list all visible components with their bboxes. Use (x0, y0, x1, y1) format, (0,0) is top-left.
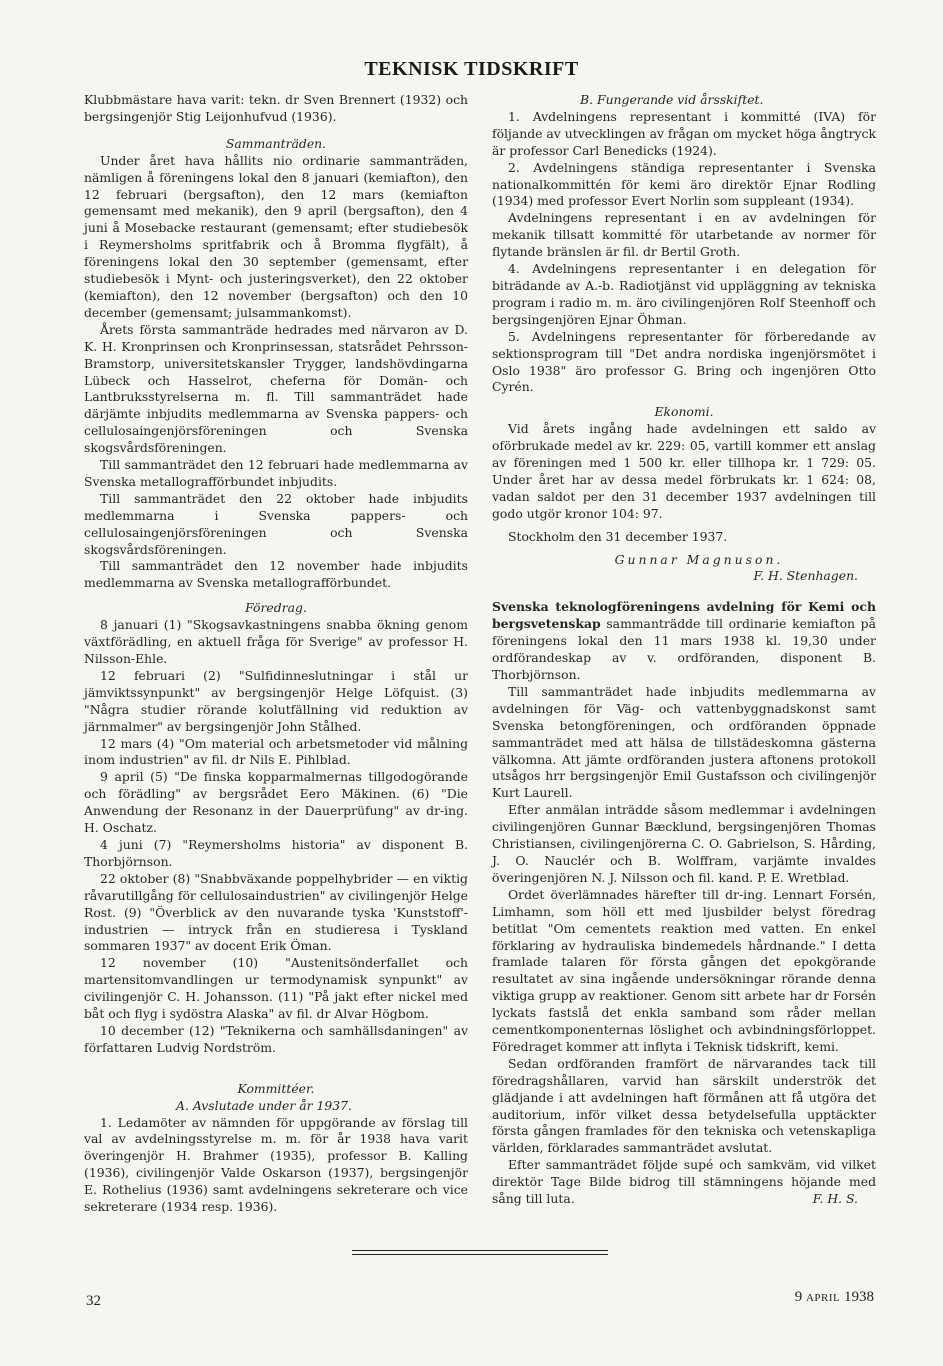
paragraph-text: Efter sammanträdet följde supé och samkväm, vid vilket direktör Tage Bilde bidrog till stämningens höjande med sång till luta. (492, 1157, 876, 1207)
paragraph: Årets första sammanträde hedrades med närvaron av D. K. H. Kronprinsen och Kronprinsessan, statsrådet Pehrsson-Bramstorp, universitetskansler Trygger, landshövdingarna Lübeck och Hasselrot, cheferna för Domän- och Lantbruksstyrelserna m. fl. Till sammanträdet hade därjämte inbjudits medlemmarna av Svenska pappers- och cellulosaingenjörsföreningen och Svenska skogsvårdsföreningen. (84, 321, 468, 456)
foredrag-heading: Föredrag. (245, 600, 307, 616)
masthead: TEKNISK TIDSKRIFT (364, 58, 579, 80)
paragraph: 1. Ledamöter av nämnden för uppgörande av förslag till val av avdelningsstyrelse m. m. för år 1938 hava varit överingenjör H. Brahmer (1935), professor B. Kalling (1936), civilingenjör Valde Oskarson (1937), bergsingenjör E. Rothelius (1936) samt avdelningens sekreterare och vice sekreterare (1934 resp. 1936). (84, 1114, 468, 1215)
sammantraden-heading: Sammanträden. (225, 135, 327, 151)
paragraph: 12 mars (4) "Om material och arbetsmetoder vid målning inom industrien" av fil. dr Nils E. Pihlblad. (84, 735, 468, 768)
paragraph: 4. Avdelningens representanter i en delegation för biträdande av A.-b. Radiotjänst vid uppläggning av tekniska program i radio m. m. äro civilingenjören Rolf Steenhoff och bergsingenjören Ejnar Öhman. (492, 261, 876, 327)
paragraph: 1. Avdelningens representant i kommitté (IVA) för följande av utvecklingen av frågan om mycket höga ångtryck är professor Carl Benedicks (1924). (492, 108, 876, 158)
paragraph (492, 1157, 876, 1208)
signature: F. H. Stenhagen. (753, 568, 858, 584)
report-intro-text: sammanträdde till ordinarie kemiafton på föreningens lokal den 11 mars 1938 kl. 19,30 under ordförandeskap av v. ordföranden, disponent B. Thorbjörnson. (492, 616, 876, 682)
issue-month: APRIL (805, 1292, 841, 1304)
paragraph: Vid årets ingång hade avdelningen ett saldo av oförbrukade medel av kr. 229: 05, vartill kommer ett anslag av föreningen med 1 500 kr. eller tillhopa kr. 1 729: 05. Under året har av dessa medel förbrukats kr. 1 624: 08, vadan saldot per den 31 december 1937 avdelningen till godo utgör kronor 104: 97. (492, 421, 876, 521)
paragraph: Efter anmälan inträdde såsom medlemmar i avdelningen civilingenjören Gunnar Bæcklund, bergsingenjören Thomas Christiansen, civilingenjörerna C. O. Gabrielson, S. Hårding, J. O. Nauclér och B. Wolffram, varjämte invaldes överingenjören N. J. Nilsson och fil. kand. P. E. Wretblad. (492, 802, 876, 885)
paragraph: 10 december (12) "Teknikerna och samhällsdaningen" av författaren Ludvig Nordström. (84, 1022, 468, 1055)
issue-year: 1938 (844, 1289, 874, 1305)
report-signature: F. H. S. (812, 1191, 858, 1207)
right-column (492, 92, 876, 1208)
paragraph: Avdelningens representant i en av avdelningen för mekanik tillsatt kommitté för utarbetande av normer för flytande bränslen är fil. dr Bertil Groth. (492, 210, 876, 260)
paragraph: Till sammanträdet hade inbjudits medlemmarna av avdelningen för Väg- och vattenbyggnadskonst samt Svenska betongföreningen, och ordföranden öppnade sammanträdet med att hälsa de tillstädeskomna gästerna välkomna. Att jämte ordföranden justera aftonens protokoll utsågos hrr bergsingenjör Emil Gustafsson och civilingenjör Kurt Laurell. (492, 683, 876, 801)
kommitteer-heading: Kommittéer. (237, 1080, 315, 1096)
paragraph: Sedan ordföranden framfört de närvarandes tack till föredragshållaren, varvid han särskilt underströk det glädjande i att avdelningen haft förmånen att få utgöra det auditorium, inför vilket dessa betydelsefulla upptäckter första gången framlades för den tekniska och vetenskapliga världen, förklarades sammanträdet avslutat. (492, 1055, 876, 1156)
intro-paragraph: Klubbmästare hava varit: tekn. dr Sven Brennert (1932) och bergsingenjör Stig Leijonhufvud (1936). (84, 92, 468, 124)
footer-rule (352, 1250, 608, 1255)
paragraph: 8 januari (1) "Skogsavkastningens snabba ökning genom växtförädling, en aktuell fråga för Sverige" av professor H. Nilsson-Ehle. (84, 617, 468, 666)
paragraph: Till sammanträdet den 22 oktober hade inbjudits medlemmarna i Svenska pappers- och cellulosaingenjörsföreningen och Svenska skogsvårdsföreningen. (84, 490, 468, 557)
paragraph: Under året hava hållits nio ordinarie sammanträden, nämligen å föreningens lokal den 8 januari (kemiafton), den 12 februari (bergsafton), den 12 mars (kemiafton gemensamt med mekanik), den 9 april (bergsafton), den 4 juni å Mosebacke restaurant (gemensamt; efter studiebesök i Reymersholms spritfabrik och å Bromma flygfält), å föreningens lokal den 30 september (gemensamt, efter studiebesök i Mynt- och justeringsverket), den 22 oktober (kemiafton), den 12 november (bergsafton) och den 10 december (gemensamt; julsammankomst). (84, 152, 468, 320)
left-column (84, 92, 468, 1216)
paragraph: 9 april (5) "De finska kopparmalmernas tillgodogörande och förädling" av bergsrådet Eero Mäkinen. (6) "Die Anwendung der Resonanz in der Dauerprüfung" av dr-ing. H. Oschatz. (84, 769, 468, 836)
paragraph: 12 februari (2) "Sulfidinneslutningar i stål ur jämviktssynpunkt" av bergsingenjör Helge Löfquist. (3) "Några studier rörande kolutfällning vid reduktion av järnmalmer" av bergsingenjör John Stålhed. (84, 667, 468, 734)
page-number: 32 (86, 1293, 101, 1309)
signature: Gunnar Magnuson. (614, 551, 784, 567)
paragraph: Till sammanträdet den 12 november hade inbjudits medlemmarna av Svenska metallografförbundet. (84, 558, 468, 591)
paragraph: 5. Avdelningens representanter för förberedande av sektionsprogram till "Det andra nordiska ingenjörsmötet i Oslo 1938" äro professor G. Bring och ingenjören Otto Cyrén. (492, 328, 876, 395)
ekonomi-heading: Ekonomi. (654, 404, 714, 420)
paragraph: Till sammanträdet den 12 februari hade medlemmarna av Svenska metallografförbundet inbjudits. (84, 457, 468, 489)
paragraph: 2. Avdelningens ständiga representanter i Svenska nationalkommittén för kemi äro direktör Ejnar Rodling (1934) med professor Evert Norlin som suppleant (1934). (492, 159, 876, 209)
issue-day: 9 (794, 1289, 803, 1305)
paragraph: Ordet överlämnades härefter till dr-ing. Lennart Forsén, Limhamn, som höll ett med ljusbilder belyst föredrag betitlat "Om cementets reaktion med vatten. En enkel förklaring av hydrauliska bindemedels hårdnande." I detta framlade talaren för första gången det epokgörande resultatet av sina ingående undersökningar rörande denna viktiga grupp av reaktioner. Genom sitt arbete har dr Forsén lyckats fastslå det enkla samband som råder mellan cementkomponenternas löslighet och avbindningsförloppet. Föredraget kommer att inflyta i Teknisk tidskrift, kemi. (492, 886, 876, 1054)
report-title: Svenska teknologföreningens avdelning för Kemi och bergsvetenskap (492, 599, 876, 632)
report-intro (492, 599, 876, 684)
kommitteer-subheading-b: B. Fungerande vid årsskiftet. (580, 92, 764, 107)
dateline: Stockholm den 31 december 1937. (508, 528, 728, 544)
paragraph: 4 juni (7) "Reymersholms historia" av disponent B. Thorbjörnson. (84, 836, 468, 869)
paragraph: 12 november (10) "Austenitsönderfallet och martensitomvandlingen ur termodynamisk synpunkt" av civilingenjör C. H. Johansson. (11) "På jakt efter nickel med båt och flyg i sydöstra Alaska" av fil. dr Alvar Högbom. (84, 955, 468, 1022)
issue-date (795, 1289, 874, 1306)
paragraph: 22 oktober (8) "Snabbväxande poppelhybrider — en viktig råvarutillgång för cellulosaindustrien" av civilingenjör Helge Rost. (9) "Överblick av den nuvarande tyska 'Kunststoff'-industrien — intryck från en studieresa i Tyskland sommaren 1937" av docent Erik Öman. (84, 870, 468, 954)
kommitteer-subheading-a: A. Avslutade under år 1937. (176, 1097, 352, 1113)
